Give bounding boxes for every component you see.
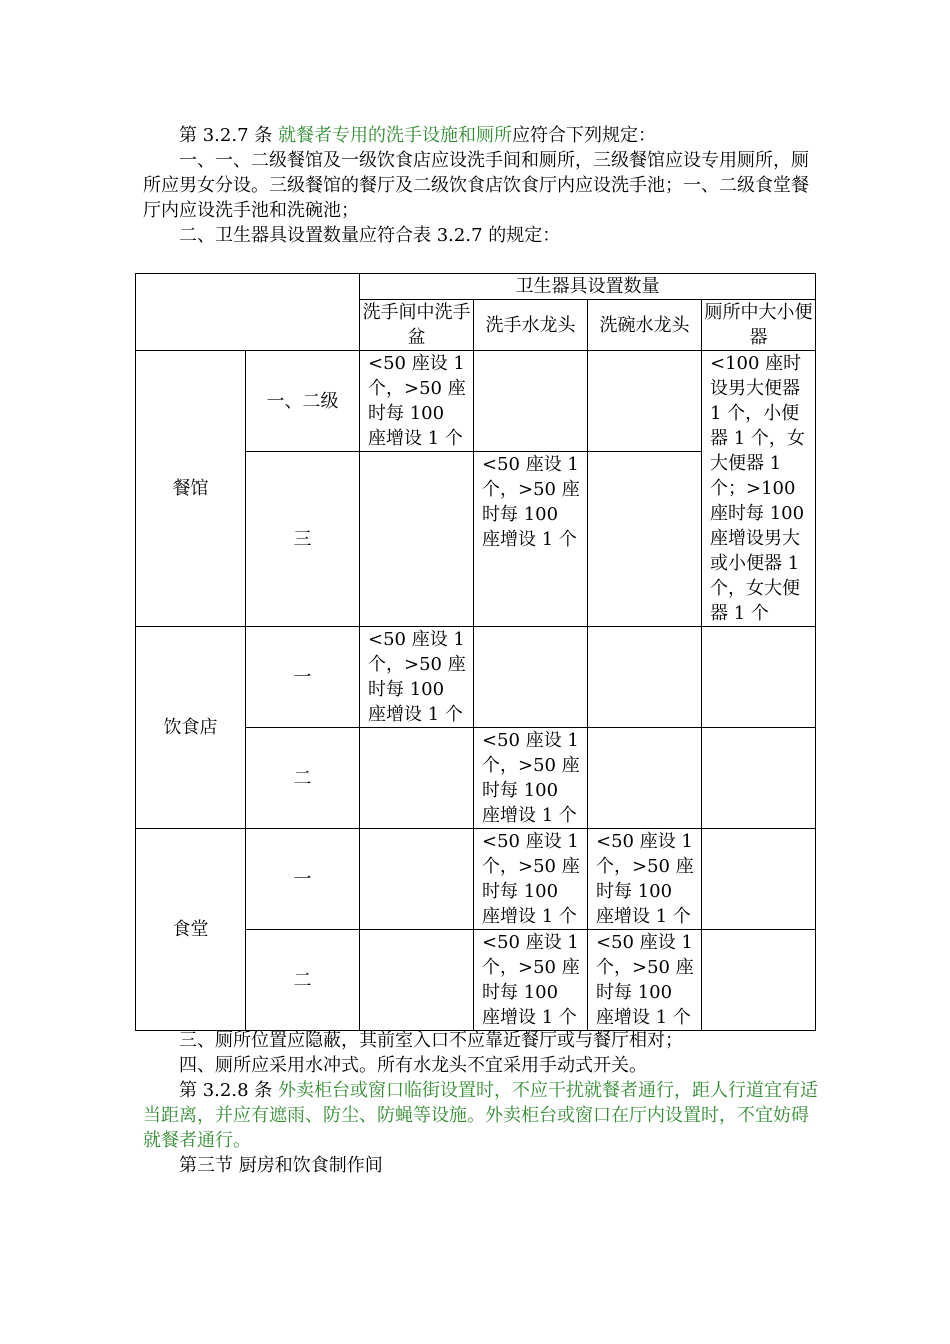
grade-yinshidian-1: 一 — [246, 627, 360, 728]
article-3-2-8 — [143, 1078, 818, 1153]
grade-shitang-2: 二 — [246, 930, 360, 1031]
section-title: 第三节 厨房和饮食制作间 — [179, 1155, 383, 1176]
article-3-2-8-text: 外卖柜台或窗口临街设置时，不应干扰就餐者通行，距人行道宜有适当距离，并应有遮雨、防尘、防蝇等设施。外卖柜台或窗口在厅内设置时，不宜妨碍就餐者通行。 — [143, 1080, 818, 1151]
table-cell-empty — [588, 627, 702, 728]
col-header-basin: 洗手间中洗手盆 — [360, 300, 474, 351]
article-3-2-7-highlight: 就餐者专用的洗手设施和厕所 — [277, 125, 512, 146]
table-corner-cell — [136, 274, 360, 351]
item-1: 一、一、二级餐馆及一级饮食店应设洗手间和厕所，三级餐馆应设专用厕所，厕所应男女分设。三级餐馆的餐厅及二级饮食店饮食厅内应设洗手池；一、二级食堂餐厅内应设洗手池和洗碗池； — [143, 150, 809, 221]
table-cell-empty — [474, 351, 588, 452]
article-3-2-7-label: 第 3.2.7 条 — [179, 125, 273, 146]
table-cell-empty — [702, 728, 816, 829]
grade-canguan-12: 一、二级 — [246, 351, 360, 452]
table-cell-toilet-rule: <100 座时设男大便器 1 个，小便器 1 个，女大便器 1 个；>100 座时每 100 座增设男大或小便器 1 个，女大便器 1 个 — [702, 351, 816, 627]
table-cell: <50 座设 1 个，>50 座时每 100 座增设 1 个 — [474, 930, 588, 1031]
grade-shitang-1: 一 — [246, 829, 360, 930]
table-cell: <50 座设 1 个，>50 座时每 100 座增设 1 个 — [474, 728, 588, 829]
table-cell-empty — [360, 728, 474, 829]
category-shitang: 食堂 — [136, 829, 246, 1031]
table-cell-empty — [360, 829, 474, 930]
table-cell-empty — [474, 627, 588, 728]
category-yinshidian: 饮食店 — [136, 627, 246, 829]
item-3: 三、厕所位置应隐蔽，其前室入口不应靠近餐厅或与餐厅相对； — [179, 1030, 683, 1051]
table-cell-empty — [588, 452, 702, 627]
table-cell: <50 座设 1 个，>50 座时每 100 座增设 1 个 — [360, 351, 474, 452]
table-cell-empty — [702, 627, 816, 728]
item-2: 二、卫生器具设置数量应符合表 3.2.7 的规定： — [179, 225, 561, 246]
table-cell: <50 座设 1 个，>50 座时每 100 座增设 1 个 — [588, 930, 702, 1031]
item-4: 四、厕所应采用水冲式。所有水龙头不宜采用手动式开关。 — [179, 1055, 647, 1076]
table-cell: <50 座设 1 个，>50 座时每 100 座增设 1 个 — [588, 829, 702, 930]
table-cell-empty — [360, 930, 474, 1031]
table-cell: <50 座设 1 个，>50 座时每 100 座增设 1 个 — [474, 452, 588, 627]
table-cell: <50 座设 1 个，>50 座时每 100 座增设 1 个 — [474, 829, 588, 930]
grade-yinshidian-2: 二 — [246, 728, 360, 829]
category-canguan: 餐馆 — [136, 351, 246, 627]
table-cell-empty — [702, 829, 816, 930]
article-3-2-7 — [143, 123, 818, 148]
table-cell: <50 座设 1 个，>50 座时每 100 座增设 1 个 — [360, 627, 474, 728]
col-header-dish-tap: 洗碗水龙头 — [588, 300, 702, 351]
article-3-2-7-rest: 应符合下列规定： — [511, 125, 656, 146]
grade-canguan-3: 三 — [246, 452, 360, 627]
col-header-toilet: 厕所中大小便器 — [702, 300, 816, 351]
table-cell-empty — [588, 728, 702, 829]
article-3-2-8-label: 第 3.2.8 条 — [179, 1080, 273, 1101]
table-cell-empty — [702, 930, 816, 1031]
table-cell-empty — [360, 452, 474, 627]
header-group: 卫生器具设置数量 — [360, 274, 816, 300]
col-header-hand-tap: 洗手水龙头 — [474, 300, 588, 351]
sanitary-fixtures-table — [135, 273, 816, 1031]
table-cell-empty — [588, 351, 702, 452]
